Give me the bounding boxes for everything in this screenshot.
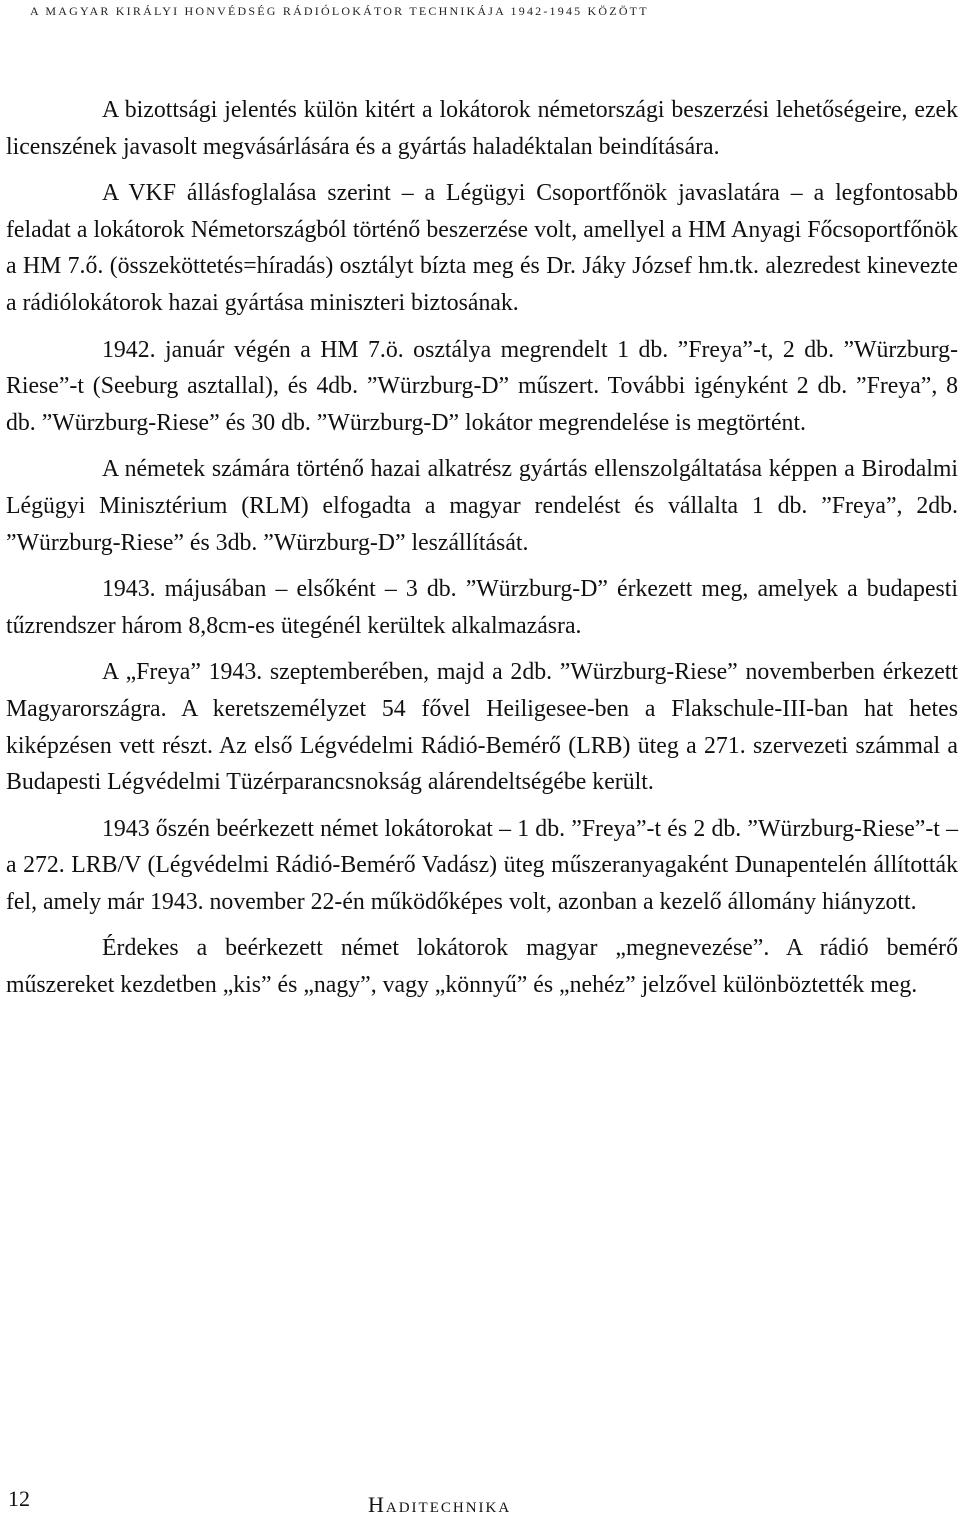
paragraph: 1942. január végén a HM 7.ö. osztálya megrendelt 1 db. ”Freya”-t, 2 db. ”Würzburg-Riese”-t (Seeburg asztallal), és 4db. ”Würzburg-D” műszert. További igényként 2 db. ”Freya”, 8 db. ”Würzburg-Riese” és 30 db. ”Würzburg-D” lokátor megrendelése is megtörtént. [6,336,958,436]
paragraph: A „Freya” 1943. szeptemberében, majd a 2db. ”Würzburg-Riese” novemberben érkezett Magyarországra. A keretszemélyzet 54 fővel Heiligesee-ben a Flakschule-III-ban hat hetes kiképzésen vett részt. Az első Légvédelmi Rádió-Bemérő (LRB) üteg a 271. szervezeti számmal a Budapesti Légvédelmi Tüzérparancsnokság alárendeltségébe került. [6,659,958,796]
page-number: 12 [8,1486,30,1511]
paragraph: A bizottsági jelentés külön kitért a lokátorok németországi beszerzési lehetőségeire, ezek licenszének javasolt megvásárlására és a gyártás haladéktalan beindítására. [6,97,958,160]
paragraph: A németek számára történő hazai alkatrész gyártás ellenszolgáltatása képpen a Birodalmi Légügyi Minisztérium (RLM) elfogadta a magyar rendelést és vállalta 1 db. ”Freya”, 2db. ”Würzburg-Riese” és 3db. ”Würzburg-D” leszállítását. [6,456,958,556]
paragraph: 1943 őszén beérkezett német lokátorokat – 1 db. ”Freya”-t és 2 db. ”Würzburg-Riese”-t – a 272. LRB/V (Légvédelmi Rádió-Bemérő Vadász) üteg műszeranyagaként Dunapentelén állították fel, amely már 1943. november 22-én működőképes volt, azonban a kezelő állomány hiányzott. [6,815,958,915]
article-body [6,92,958,1004]
paragraph: 1943. májusában – elsőként – 3 db. ”Würzburg-D” érkezett meg, amelyek a budapesti tűzrendszer három 8,8cm-es ütegénél kerültek alkalmazásra. [6,576,958,639]
paragraph: Érdekes a beérkezett német lokátorok magyar „megnevezése”. A rádió bemérő műszereket kezdetben „kis” és „nagy”, vagy „könnyű” és „nehéz” jelzővel különböztették meg. [6,935,958,999]
journal-name: Haditechnika [368,1492,512,1517]
running-header: A MAGYAR KIRÁLYI HONVÉDSÉG RÁDIÓLOKÁTOR TECHNIKÁJA 1942-1945 KÖZÖTT [30,4,649,18]
paragraph: A VKF állásfoglalása szerint – a Légügyi Csoportfőnök javaslatára – a legfontosabb feladat a lokátorok Németországból történő beszerzése volt, amellyel a HM Anyagi Főcsoportfőnök a HM 7.ő. (összeköttetés=híradás) osztályt bízta meg és Dr. Jáky József hm.tk. alezredest kinevezte a rádiólokátorok hazai gyártása miniszteri biztosának. [6,180,958,316]
